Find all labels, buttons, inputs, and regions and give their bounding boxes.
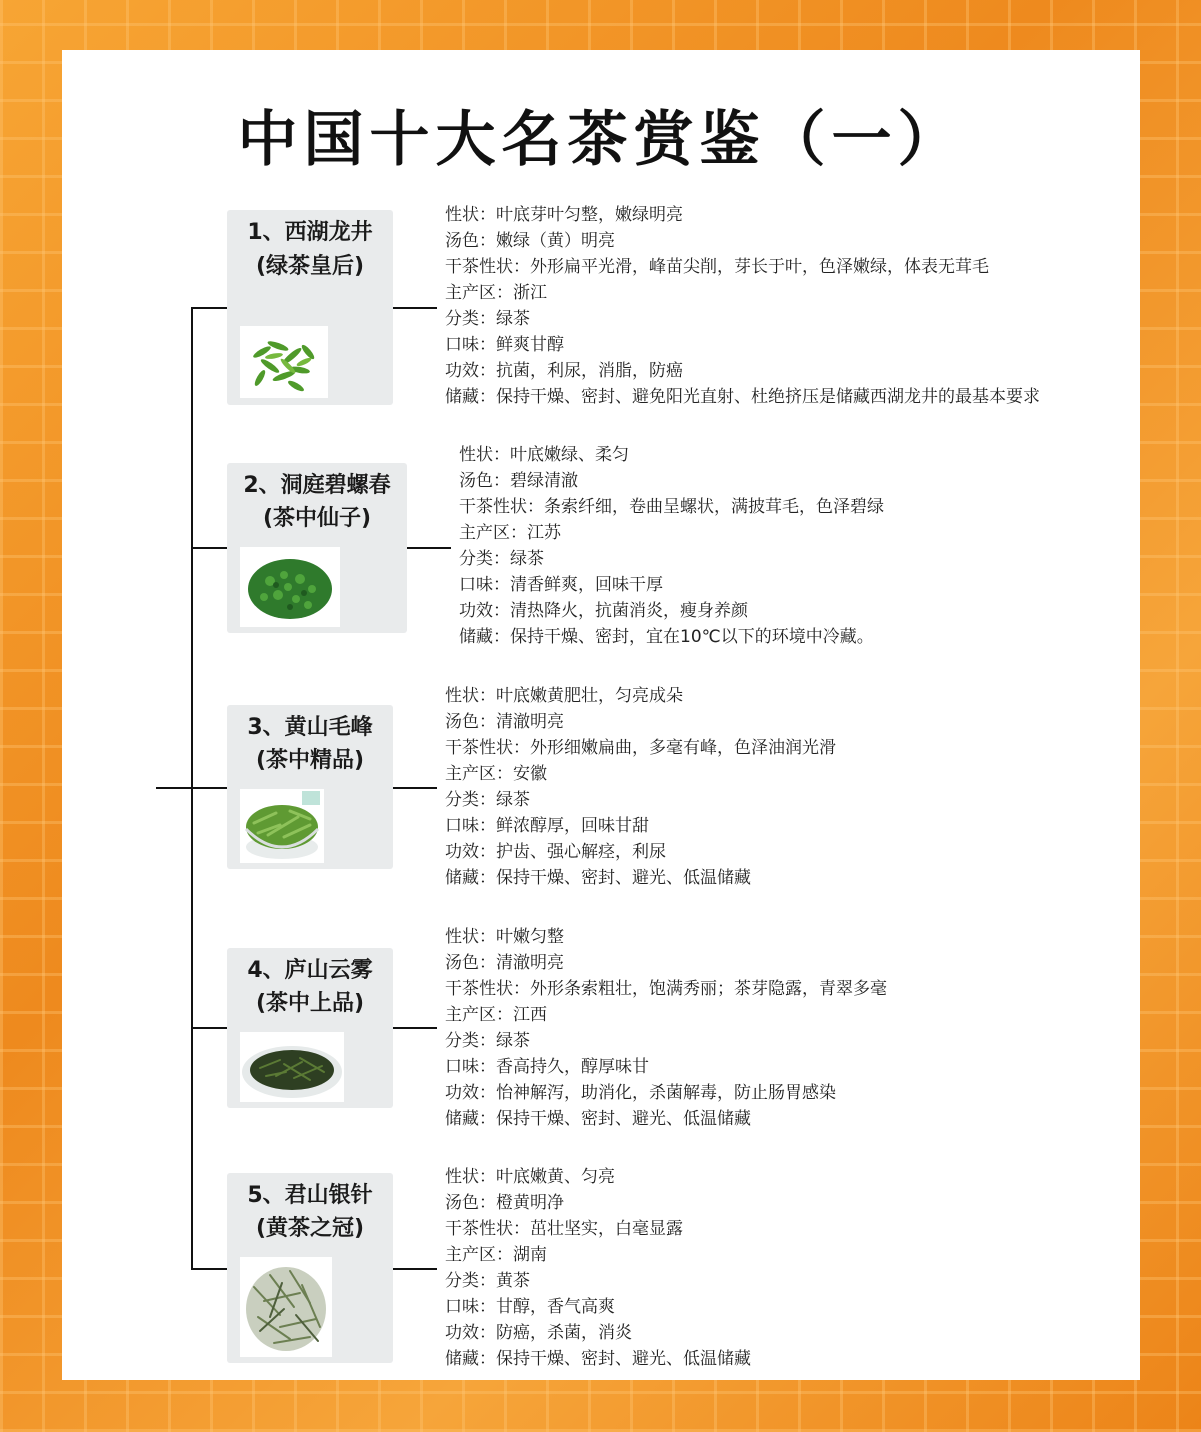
detail-line: 功效：护齿、强心解痉，利尿 [445, 842, 666, 862]
detail-line: 主产区：江苏 [459, 523, 561, 543]
tree-branch-5 [191, 1268, 227, 1270]
tree-branch-3 [191, 787, 227, 789]
page-title: 中国十大名茶赏鉴（一） [237, 105, 964, 175]
tea-node-3 [227, 705, 393, 869]
tea-details-4 [445, 924, 887, 1132]
tree-branch-4 [191, 1027, 227, 1029]
detail-line: 干茶性状：外形细嫩扁曲，多毫有峰，色泽油润光滑 [445, 738, 836, 758]
detail-line: 主产区：湖南 [445, 1245, 547, 1265]
green-tea-leaves-image [240, 326, 328, 398]
tea-dish-image [240, 1032, 344, 1102]
detail-line: 性状：叶底芽叶匀整，嫩绿明亮 [445, 205, 683, 225]
tea-subtitle: (茶中精品) [255, 748, 365, 773]
detail-line: 分类：绿茶 [445, 1031, 530, 1051]
detail-line: 功效：防癌，杀菌，消炎 [445, 1323, 632, 1343]
tea-node-4 [227, 948, 393, 1108]
tea-name: 3、黄山毛峰 [247, 715, 373, 740]
detail-line: 主产区：江西 [445, 1005, 547, 1025]
tea-node-2 [227, 463, 407, 633]
tea-name: 1、西湖龙井 [247, 220, 373, 245]
detail-line: 口味：鲜爽甘醇 [445, 335, 564, 355]
detail-connector-1 [393, 307, 437, 309]
detail-line: 储藏：保持干燥、密封、避免阳光直射、杜绝挤压是储藏西湖龙井的最基本要求 [445, 387, 1040, 407]
detail-connector-2 [407, 547, 451, 549]
curly-green-tea-image [240, 547, 340, 627]
tea-bowl-image [240, 789, 324, 863]
tea-name: 4、庐山云雾 [247, 958, 373, 983]
detail-line: 汤色：橙黄明净 [445, 1193, 564, 1213]
detail-line: 汤色：碧绿清澈 [459, 471, 578, 491]
detail-line: 汤色：清澈明亮 [445, 712, 564, 732]
detail-line: 分类：黄茶 [445, 1271, 530, 1291]
detail-connector-4 [393, 1027, 437, 1029]
tea-name: 5、君山银针 [247, 1183, 373, 1208]
detail-line: 主产区：安徽 [445, 764, 547, 784]
tea-details-2 [459, 442, 884, 650]
detail-line: 储藏：保持干燥、密封、避光、低温储藏 [445, 868, 751, 888]
tea-name: 2、洞庭碧螺春 [243, 473, 391, 498]
detail-connector-3 [393, 787, 437, 789]
tea-subtitle: (绿茶皇后) [255, 254, 365, 279]
detail-line: 分类：绿茶 [445, 309, 530, 329]
tea-subtitle: (茶中仙子) [262, 506, 372, 531]
tree-branch-1 [191, 307, 227, 309]
detail-line: 功效：怡神解泻，助消化，杀菌解毒，防止肠胃感染 [445, 1083, 836, 1103]
tea-details-1 [445, 202, 1040, 410]
detail-line: 性状：叶底嫩黄、匀亮 [445, 1167, 615, 1187]
detail-line: 性状：叶底嫩黄肥壮，匀亮成朵 [445, 686, 683, 706]
detail-line: 功效：抗菌，利尿，消脂，防癌 [445, 361, 683, 381]
detail-connector-5 [393, 1268, 437, 1270]
detail-line: 储藏：保持干燥、密封，宜在10℃以下的环境中冷藏。 [459, 627, 874, 647]
detail-line: 口味：香高持久，醇厚味甘 [445, 1057, 649, 1077]
detail-line: 分类：绿茶 [459, 549, 544, 569]
detail-line: 储藏：保持干燥、密封、避光、低温储藏 [445, 1349, 751, 1369]
detail-line: 储藏：保持干燥、密封、避光、低温储藏 [445, 1109, 751, 1129]
detail-line: 干茶性状：外形条索粗壮，饱满秀丽；茶芽隐露，青翠多毫 [445, 979, 887, 999]
detail-line: 干茶性状：茁壮坚实，白毫显露 [445, 1219, 683, 1239]
detail-line: 口味：甘醇，香气高爽 [445, 1297, 615, 1317]
detail-line: 汤色：清澈明亮 [445, 953, 564, 973]
tea-details-5 [445, 1164, 751, 1372]
detail-line: 汤色：嫩绿（黄）明亮 [445, 231, 615, 251]
detail-line: 干茶性状：条索纤细，卷曲呈螺状，满披茸毛，色泽碧绿 [459, 497, 884, 517]
tea-node-1 [227, 210, 393, 405]
detail-line: 口味：清香鲜爽，回味干厚 [459, 575, 663, 595]
tea-details-3 [445, 683, 836, 891]
tea-subtitle: (黄茶之冠) [255, 1216, 365, 1241]
needle-tea-image [240, 1257, 332, 1357]
tea-subtitle: (茶中上品) [255, 991, 365, 1016]
detail-line: 口味：鲜浓醇厚，回味甘甜 [445, 816, 649, 836]
tree-root-line [156, 787, 196, 789]
detail-line: 性状：叶嫩匀整 [445, 927, 564, 947]
detail-line: 主产区：浙江 [445, 283, 547, 303]
detail-line: 性状：叶底嫩绿、柔匀 [459, 445, 629, 465]
tree-branch-2 [191, 547, 227, 549]
detail-line: 功效：清热降火，抗菌消炎，瘦身养颜 [459, 601, 748, 621]
detail-line: 分类：绿茶 [445, 790, 530, 810]
detail-line: 干茶性状：外形扁平光滑，峰苗尖削，芽长于叶，色泽嫩绿，体表无茸毛 [445, 257, 989, 277]
tea-node-5 [227, 1173, 393, 1363]
